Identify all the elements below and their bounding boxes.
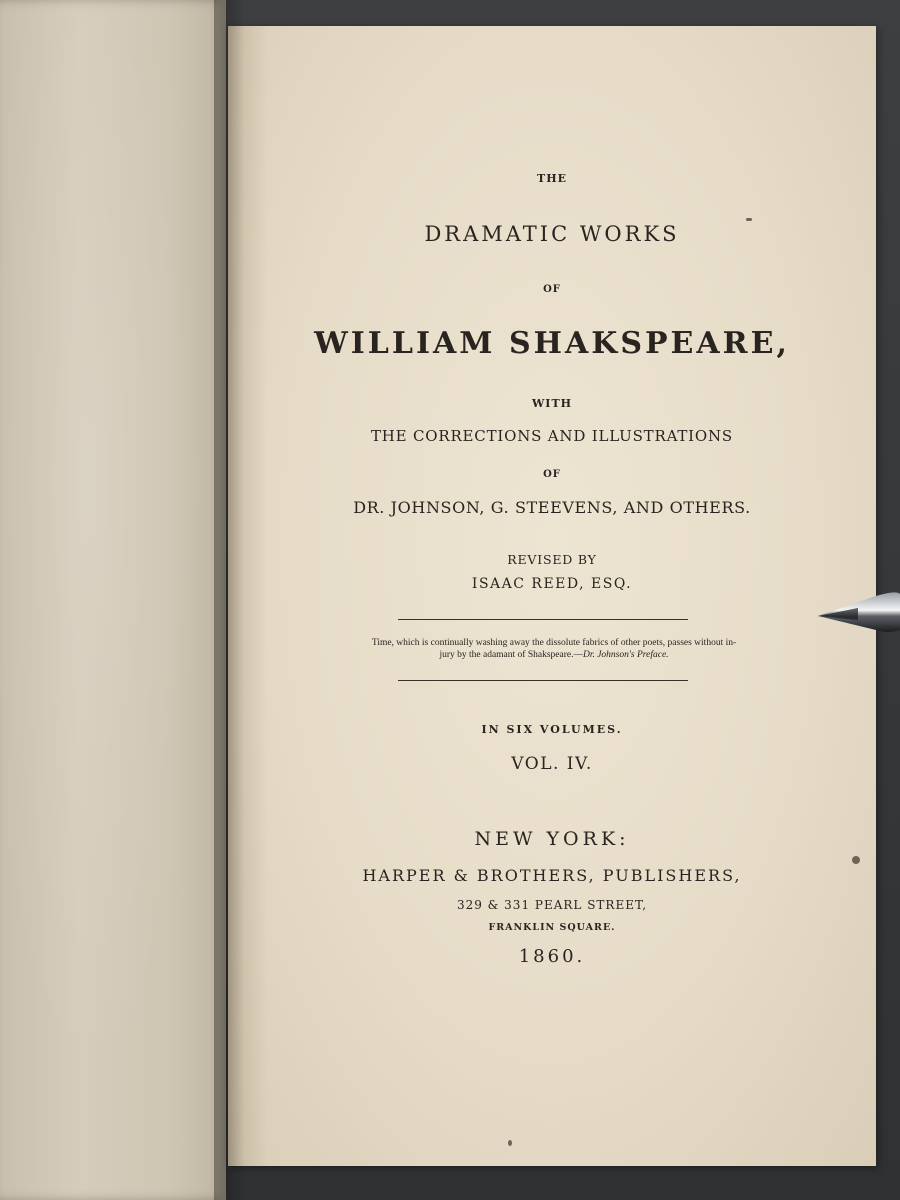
publisher-name: HARPER & BROTHERS, PUBLISHERS, [362, 866, 742, 885]
title-of-2: OF [543, 469, 561, 480]
title-page [228, 26, 876, 1166]
title-revised-by: REVISED BY [507, 552, 597, 567]
publisher-city: NEW YORK: [474, 828, 630, 850]
lower-rule [398, 680, 688, 681]
paper-speck [852, 856, 860, 864]
paper-speck [746, 218, 752, 221]
epigraph-line-1: Time, which is continually washing away the dissolute fabrics of other poets, passes without in- [371, 638, 737, 648]
gutter-shadow [214, 0, 244, 1200]
publisher-square: FRANKLIN SQUARE. [488, 922, 616, 933]
upper-rule [398, 619, 688, 620]
epigraph-attribution: Dr. Johnson's Preface. [582, 650, 669, 660]
author-name: WILLIAM SHAKSPEARE, [314, 326, 790, 361]
title-the: THE [537, 172, 567, 185]
title-corrections: THE CORRECTIONS AND ILLUSTRATIONS [370, 427, 734, 445]
publisher-address: 329 & 331 PEARL STREET, [456, 898, 648, 912]
epigraph [304, 637, 804, 661]
pen-tip-icon [818, 590, 900, 634]
title-with: WITH [531, 397, 573, 410]
title-contributors: DR. JOHNSON, G. STEEVENS, AND OTHERS. [353, 498, 751, 517]
epigraph-line-2-text: jury by the adamant of Shakspeare.— [439, 650, 583, 660]
title-reviser: ISAAC REED, ESQ. [471, 576, 633, 592]
left-blank-page [0, 0, 226, 1200]
title-dramatic-works: DRAMATIC WORKS [424, 222, 680, 246]
title-of-1: OF [543, 284, 561, 295]
volume-number: VOL. IV. [511, 754, 593, 774]
epigraph-line-2 [304, 649, 804, 661]
publication-year: 1860. [518, 946, 586, 967]
volume-count: IN SIX VOLUMES. [481, 723, 623, 736]
paper-speck [508, 1140, 512, 1146]
